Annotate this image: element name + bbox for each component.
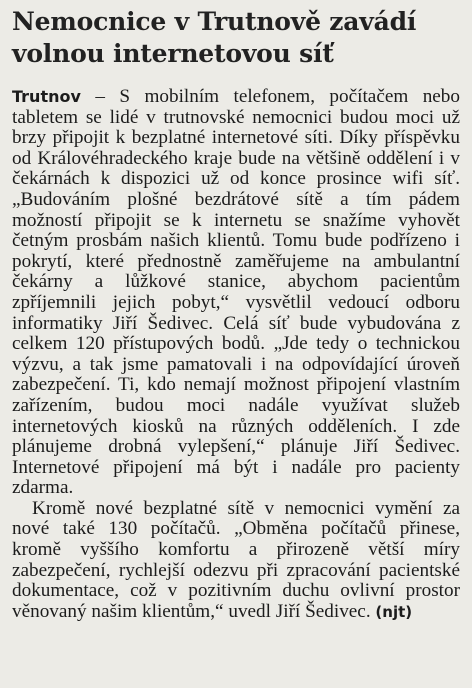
paragraph-2-text: Kromě nové bezplatné sítě v nemocnici vymění za nové také 130 počítačů. „Obměna počítačů přinese, kromě vyššího komfortu a přirozeně větší míry zabezpečení, rychlejší odezvu při zpracování pacientské dokumentace, což v pozitivním duchu ovlivní prostor věnovaný našim klientům,“ uvedl Jiří Šedivec.	[12, 497, 460, 622]
article-body	[12, 87, 460, 622]
article-headline	[12, 6, 460, 70]
dateline-separator: –	[80, 86, 120, 107]
article-paragraph-1	[12, 87, 460, 499]
headline-line-2: volnou internetovou síť	[12, 39, 334, 68]
article-paragraph-2	[12, 499, 460, 623]
headline-line-1: Nemocnice v Trutnově zavádí	[12, 7, 417, 36]
author-signature: (njt)	[375, 602, 413, 621]
paragraph-1-text: S mobilním telefonem, počítačem nebo tabletem se lidé v trutnovské nemocnici budou moci už brzy připojit k bezplatné internetové síti. Díky příspěvku od Královéhradeckého kraje bude na většině oddělení i v čekárnách k dispozici už od konce prosince wifi síť. „Budováním plošné bezdrátové sítě a tím pádem možností připojit se k internetu se snažíme vyhovět četným prosbám našich klientů. Tomu bude podřízeno i pokrytí, které přednostně zaměřujeme na ambulantní čekárny a lůžkové stanice, abychom pacientům zpříjemnili jejich pobyt,“ vysvětlil vedoucí odboru informatiky Jiří Šedivec. Celá síť bude vybudována z celkem 120 přístupových bodů. „Jde tedy o technickou výzvu, a tak jsme pamatovali i na odpovídající úroveň zabezpečení. Ti, kdo nemají možnost připojení vlastním zařízením, budou moci nadále využívat služeb internetových kiosků na různých odděleních. I zde plánujeme drobná vylepšení,“ plánuje Jiří Šedivec. Internetové připojení má být i nadále pro pacienty zdarma.	[12, 86, 460, 499]
dateline: Trutnov	[12, 87, 81, 106]
